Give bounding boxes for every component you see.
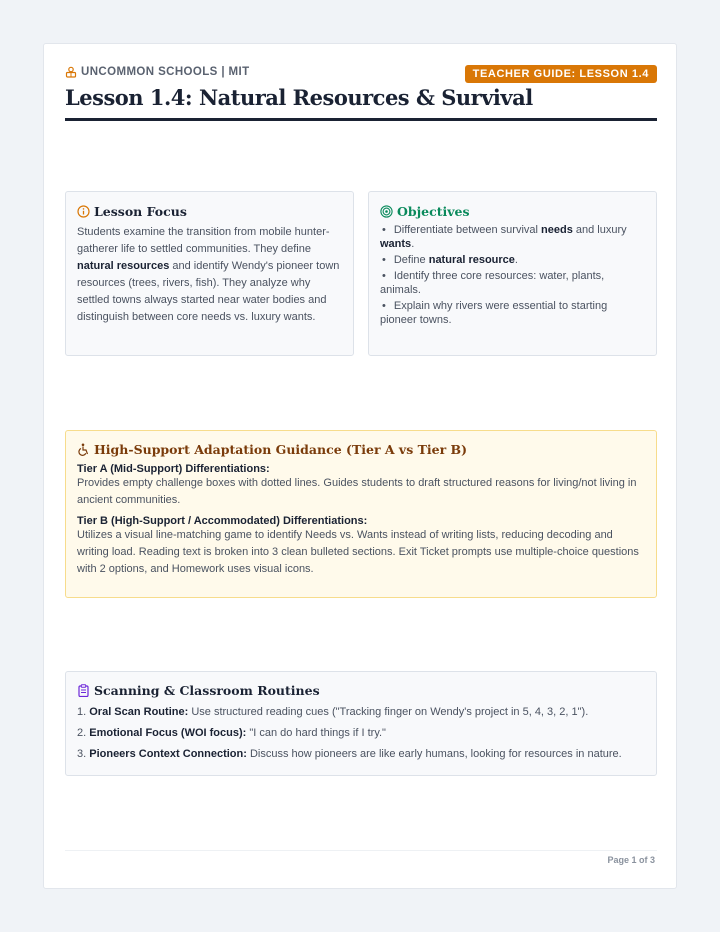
objectives-card [368,191,657,356]
title-divider [65,118,657,121]
tier-a-title: Tier A (Mid-Support) Differentiations: [77,463,270,475]
lesson-focus-heading [77,204,342,219]
tier-a-text: Provides empty challenge boxes with dotted lines. Guides students to draft structured reasons for living/not living in ancient communities. [77,477,637,506]
brand-text: UNCOMMON SCHOOLS | MIT [81,66,250,78]
document-page [43,43,677,889]
objective-item: • Define natural resource. [380,253,645,267]
adaptation-heading [77,442,645,457]
school-icon [65,66,77,78]
tier-b-title: Tier B (High-Support / Accommodated) Differentiations: [77,515,368,527]
lesson-focus-text: Students examine the transition from mobile hunter-gatherer life to settled communities. They define natural resources and identify Wendy's pioneer town resources (trees, rivers, fish). They analyze why settled towns always started near water bodies and distinguish between core needs vs. luxury wants. [77,226,340,323]
objective-item: • Differentiate between survival needs and luxury wants. [380,223,645,251]
routine-item: 3. Pioneers Context Connection: Discuss how pioneers are like early humans, looking for resources in nature. [77,748,622,760]
tier-b-text: Utilizes a visual line-matching game to identify Needs vs. Wants instead of writing lists, reducing decoding and writing load. Reading text is broken into 3 clean bulleted sections. Exit Ticket prompts use multiple-choice questions with 2 options, and Homework uses visual icons. [77,529,639,575]
routine-item: 1. Oral Scan Routine: Use structured reading cues ("Tracking finger on Wendy's project in 5, 4, 3, 2, 1"). [77,706,589,718]
lesson-badge: TEACHER GUIDE: LESSON 1.4 [465,65,657,83]
routines-heading [77,683,645,698]
accessibility-icon [77,443,90,456]
routines-heading-text: Scanning & Classroom Routines [94,683,320,698]
info-icon [77,205,90,218]
objective-item: • Identify three core resources: water, plants, animals. [380,269,645,297]
routines-card [65,671,657,776]
lesson-focus-heading-text: Lesson Focus [94,204,187,219]
footer-divider [65,850,657,851]
objectives-heading [380,204,645,219]
brand-label [65,66,250,78]
header-row [65,65,657,83]
page-title: Lesson 1.4: Natural Resources & Survival [65,85,533,110]
objective-item: • Explain why rivers were essential to starting pioneer towns. [380,299,645,327]
objectives-list [380,223,645,327]
routine-item: 2. Emotional Focus (WOI focus): "I can do hard things if I try." [77,727,386,739]
objectives-heading-text: Objectives [397,204,470,219]
target-icon [380,205,393,218]
lesson-focus-card [65,191,354,356]
page-number: Page 1 of 3 [607,855,655,865]
adaptation-guidance-card [65,430,657,598]
clipboard-icon [77,684,90,697]
adaptation-heading-text: High-Support Adaptation Guidance (Tier A vs Tier B) [94,442,468,457]
lesson-focus-bold: natural resources [77,260,170,272]
